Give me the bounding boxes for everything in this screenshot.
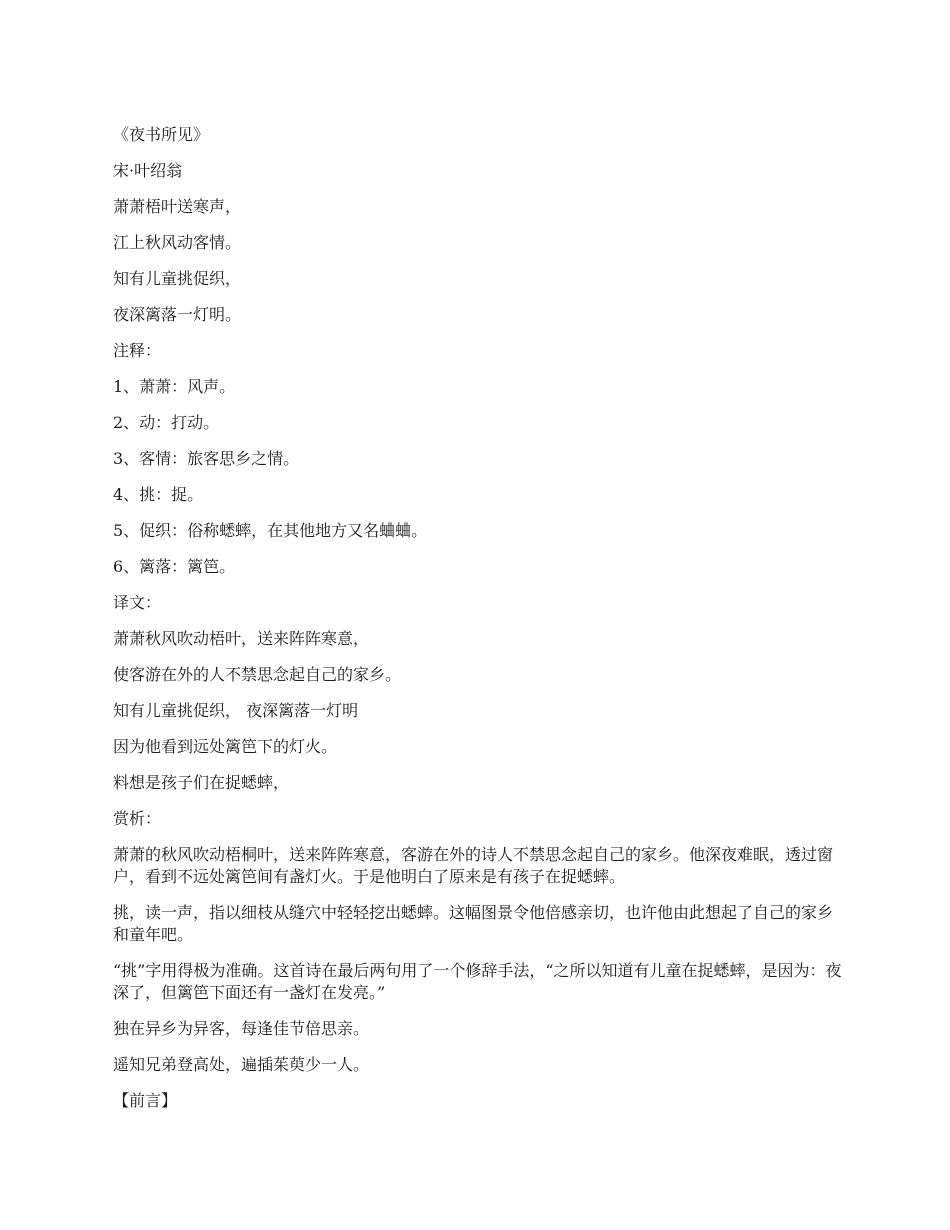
translation-line-1: 萧萧秋风吹动梧叶，送来阵阵寒意， xyxy=(113,629,370,648)
translation-line-5: 料想是孩子们在捉蟋蟀， xyxy=(113,773,290,792)
extra-poem-line-2: 遥知兄弟登高处，遍插茱萸少一人。 xyxy=(113,1055,370,1074)
translation-heading: 译文： xyxy=(113,593,162,612)
note-item-5: 5、促织：俗称蟋蟀，在其他地方又名蛐蛐。 xyxy=(113,521,428,540)
note-item-1: 1、萧萧：风声。 xyxy=(113,377,236,396)
poem-line-4: 夜深篱落一灯明。 xyxy=(113,305,242,324)
extra-poem-line-1: 独在异乡为异客，每逢佳节倍思亲。 xyxy=(113,1019,370,1038)
preface-heading: 【前言】 xyxy=(113,1091,178,1110)
appreciation-paragraph-3: “挑”字用得极为准确。这首诗在最后两句用了一个修辞手法，“之所以知道有儿童在捉蟋蟀，是因为：夜深了，但篱笆下面还有一盏灯在发亮。” xyxy=(113,961,842,1002)
note-item-4: 4、挑：捉。 xyxy=(113,485,204,504)
translation-line-2: 使客游在外的人不禁思念起自己的家乡。 xyxy=(113,665,402,684)
translation-line-4: 因为他看到远处篱笆下的灯火。 xyxy=(113,737,338,756)
notes-heading: 注释： xyxy=(113,341,162,360)
poem-author: 宋·叶绍翁 xyxy=(113,161,183,180)
appreciation-heading: 赏析： xyxy=(113,809,162,828)
appreciation-paragraph-2: 挑，读一声，指以细枝从缝穴中轻轻挖出蟋蟀。这幅图景令他倍感亲切，也许他由此想起了自己的家乡和童年吧。 xyxy=(113,903,834,944)
note-item-3: 3、客情：旅客思乡之情。 xyxy=(113,449,300,468)
translation-line-3: 知有儿童挑促织， 夜深篱落一灯明 xyxy=(113,701,359,720)
note-item-2: 2、动：打动。 xyxy=(113,413,220,432)
document-page xyxy=(113,124,843,1112)
appreciation-paragraph-1: 萧萧的秋风吹动梧桐叶，送来阵阵寒意，客游在外的诗人不禁思念起自己的家乡。他深夜难眠，透过窗户，看到不远处篱笆间有盏灯火。于是他明白了原来是有孩子在捉蟋蟀。 xyxy=(113,845,834,886)
poem-line-2: 江上秋风动客情。 xyxy=(113,233,242,252)
poem-line-3: 知有儿童挑促织， xyxy=(113,269,242,288)
poem-title: 《夜书所见》 xyxy=(113,125,210,144)
note-item-6: 6、篱落：篱笆。 xyxy=(113,557,236,576)
poem-line-1: 萧萧梧叶送寒声， xyxy=(113,197,242,216)
